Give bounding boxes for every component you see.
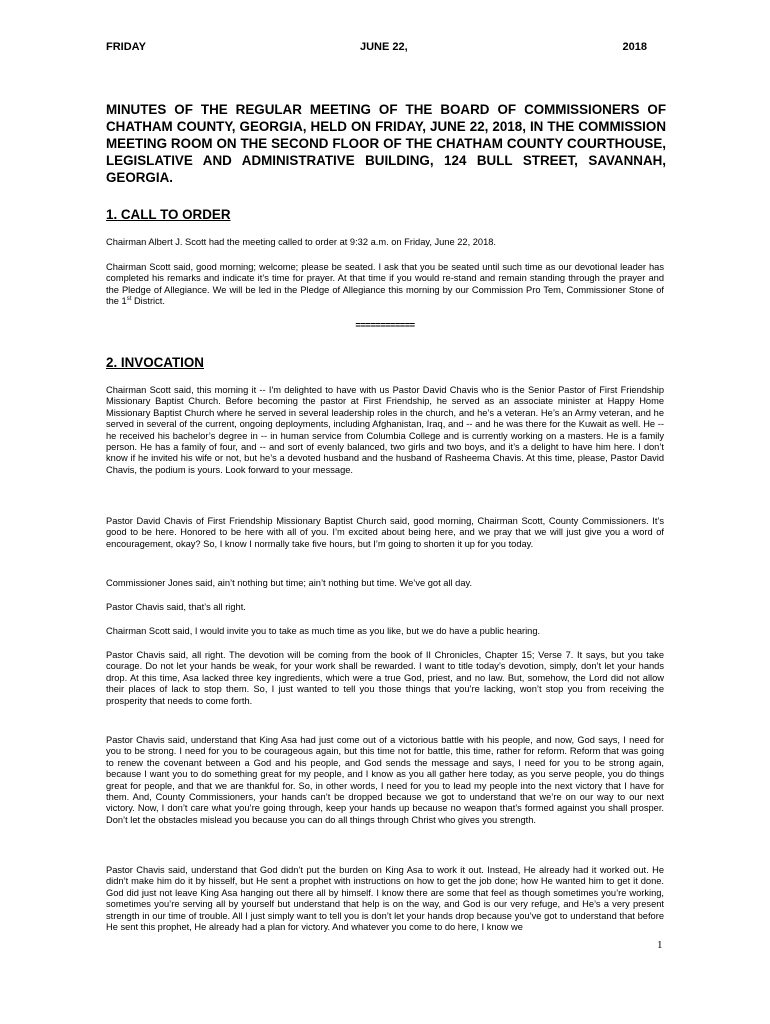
- invocation-paragraph: Pastor Chavis said, understand that God didn’t put the burden on King Asa to work it out. Instead, He already had it worked out. He didn’t make him do it by hisself, but He sent a prophet with instructions on how to get the job done; how He wanted him to get it done. God did just not leave King Asa hanging out there all by himself. I know there are some that feel as though sometimes you’re working, sometimes you’re serving all by yourself but understand that help is on the way, and God is our very refuge, and He’s a very present strength in our time of trouble. All I just simply want to tell you is don’t let your hands drop because you’ve got to understand that before He sent this prophet, He already had a plan for victory. And whatever you come to do here, I know we: [106, 865, 664, 933]
- invocation-paragraph: Pastor David Chavis of First Friendship Missionary Baptist Church said, good morning, Chairman Scott, County Commissioners. It’s good to be here. Honored to be here with all of you. I’m excited about being here, and we pray that we will just give you a word of encouragement, okay? So, I know I normally take five hours, but I’m going to shorten it up for you today.: [106, 516, 664, 549]
- section-separator: ============: [355, 320, 415, 330]
- header-date: JUNE 22,: [360, 41, 408, 53]
- header-day: FRIDAY: [106, 41, 146, 53]
- ordinal-suffix: st: [126, 296, 132, 303]
- call-to-order-paragraph-2-text: Chairman Scott said, good morning; welcome; please be seated. I ask that you be seated until such time as our devotional leader has completed his remarks and indicate it’s time for prayer. At that time if you would re-stand and remain standing through the prayer and the Pledge of Allegiance. We will be led in the Pledge of Allegiance this morning by our Commission Pro Tem, Commissioner Stone of the 1: [106, 262, 664, 307]
- call-to-order-paragraph-2: [106, 262, 664, 308]
- call-to-order-paragraph-2-end: District.: [131, 296, 165, 307]
- invocation-paragraph: Pastor Chavis said, all right. The devotion will be coming from the book of II Chronicles, Chapter 15; Verse 7. It says, but you take courage. Do not let your hands be weak, for your work shall be rewarded. I want to title today’s devotion, simply, don’t let your hands drop. At this time, Asa lacked three key ingredients, which were a true God, priest, and no law. But, somehow, the Lord did not allow their places of lack to stop them. So, I just wanted to tell you those things that you’re lacking, won’t stop you from receiving the prosperity that needs to come forth.: [106, 650, 664, 706]
- header-year: 2018: [622, 41, 647, 53]
- document-title: MINUTES OF THE REGULAR MEETING OF THE BOARD OF COMMISSIONERS OF CHATHAM COUNTY, GEORGIA, HELD ON FRIDAY, JUNE 22, 2018, IN THE COMMISSION MEETING ROOM ON THE SECOND FLOOR OF THE CHATHAM COUNTY COURTHOUSE, LEGISLATIVE AND ADMINISTRATIVE BUILDING, 124 BULL STREET, SAVANNAH, GEORGIA.: [106, 102, 666, 185]
- invocation-paragraph: Pastor Chavis said, understand that King Asa had just come out of a victorious battle with his people, and now, God says, I need for you to be strong. I need for you to be courageous again, but this time not for battle, this time, rather for reform. Reform that was going to renew the covenant between a God and his people, and God sends the message and says, I need for you to be strong again, because I want you to do something great for my people, and I know as you all gather here today, as you serve people, you do things great for people, and that we are thankful for. So, in other words, I need for you to lead my people into the next victory that I have for them. And, County Commissioners, your hands can’t be dropped because we got to understand that we’re on our way to our next victory. Now, I don’t care what you’re going through, keep your hands up because no weapon that’s formed against you shall prosper. Don’t let the obstacles mislead you because you can do all things through Christ who gives you strength.: [106, 735, 664, 825]
- invocation-paragraph: Commissioner Jones said, ain’t nothing but time; ain’t nothing but time. We’ve got all day.: [106, 578, 473, 588]
- page-number: 1: [657, 939, 663, 951]
- invocation-paragraph: Chairman Scott said, this morning it -- I'm delighted to have with us Pastor David Chavis who is the Senior Pastor of First Friendship Missionary Baptist Church. Before becoming the pastor at First Friendship, he served as an associate minister at Happy Home Missionary Baptist Church where he served in several leadership roles in the church, and he’s a veteran. He’s an Army veteran, and he served in several of the current, ongoing deployments, including Afghanistan, Iraq, and -- and he was there for the Kuwait as well. He -- he received his bachelor’s degree in -- in human service from Columbia College and is currently working on a masters. He is a family person. He has a family of four, and -- and sort of evenly balanced, two girls and two boys, and it’s a delight to have him here. I don’t know if he invited his wife or not, but he’s a devoted husband and the husband of Rasheema Chavis. At this time, please, Pastor David Chavis, the podium is yours. Look forward to your message.: [106, 385, 664, 475]
- section-heading-call-to-order: 1. CALL TO ORDER: [106, 207, 231, 222]
- section-heading-invocation: 2. INVOCATION: [106, 355, 204, 370]
- call-to-order-paragraph-1: Chairman Albert J. Scott had the meeting called to order at 9:32 a.m. on Friday, June 22, 2018.: [106, 237, 497, 247]
- invocation-paragraph: Chairman Scott said, I would invite you to take as much time as you like, but we do have a public hearing.: [106, 626, 541, 636]
- invocation-paragraph: Pastor Chavis said, that’s all right.: [106, 602, 246, 612]
